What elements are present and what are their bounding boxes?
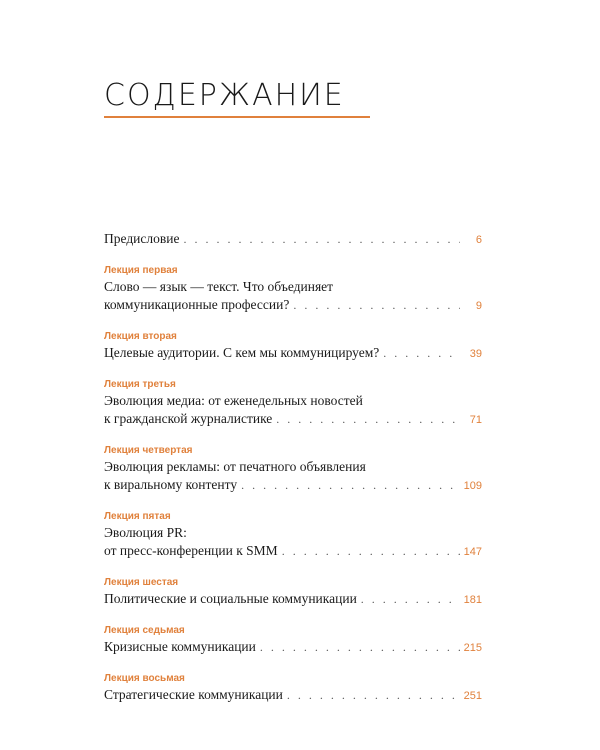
leader-dots <box>287 686 460 704</box>
toc-entry-title-line2: к виральному контенту <box>104 477 238 492</box>
toc-page-number: 251 <box>463 690 482 702</box>
toc-entry-lecture-3[interactable] <box>104 378 482 429</box>
toc-line <box>104 458 482 476</box>
toc-entry-title-line2: Кризисные коммуникации <box>104 639 256 654</box>
toc-page-number: 147 <box>463 546 482 558</box>
toc-page-number: 6 <box>475 234 482 246</box>
lecture-label: Лекция вторая <box>104 331 177 342</box>
toc-line <box>104 344 482 363</box>
toc-line <box>104 638 482 657</box>
toc-entry-title-line1: Эволюция рекламы: от печатного объявления <box>104 459 366 474</box>
lecture-label: Лекция шестая <box>104 577 179 588</box>
toc-entry-title-line2: Стратегические коммуникации <box>104 687 283 702</box>
table-of-contents <box>104 230 482 720</box>
toc-entry-title-line1: Эволюция PR: <box>104 525 187 540</box>
toc-entry-lecture-4[interactable] <box>104 444 482 495</box>
toc-line <box>104 296 482 315</box>
leader-dots <box>276 410 460 428</box>
lecture-label: Лекция первая <box>104 265 178 276</box>
leader-dots <box>383 344 460 362</box>
toc-line <box>104 278 482 296</box>
toc-line <box>104 230 482 249</box>
toc-entry-title: Предисловие <box>104 231 180 246</box>
toc-entry-lecture-7[interactable] <box>104 624 482 657</box>
lecture-label: Лекция пятая <box>104 511 171 522</box>
toc-entry-lecture-6[interactable] <box>104 576 482 609</box>
lecture-label: Лекция восьмая <box>104 673 185 684</box>
leader-dots <box>241 476 460 494</box>
toc-entry-lecture-2[interactable] <box>104 330 482 363</box>
toc-page-number: 181 <box>463 594 482 606</box>
leader-dots <box>293 296 460 314</box>
toc-entry-title-line1: Эволюция медиа: от еженедельных новостей <box>104 393 363 408</box>
toc-entry-lecture-1[interactable] <box>104 264 482 315</box>
leader-dots <box>282 542 460 560</box>
toc-page-number: 39 <box>469 348 482 360</box>
toc-line <box>104 410 482 429</box>
toc-entry-lecture-8[interactable] <box>104 672 482 705</box>
toc-line <box>104 590 482 609</box>
toc-entry-preface[interactable] <box>104 230 482 249</box>
lecture-label: Лекция седьмая <box>104 625 185 636</box>
title-underline <box>104 116 370 118</box>
toc-line <box>104 392 482 410</box>
toc-entry-title-line2: коммуникационные профессии? <box>104 297 290 312</box>
leader-dots <box>260 638 460 656</box>
toc-line <box>104 476 482 495</box>
toc-entry-title-line2: от пресс-конференции к SMM <box>104 543 278 558</box>
lecture-label: Лекция третья <box>104 379 176 390</box>
toc-page-number: 71 <box>469 414 482 426</box>
lecture-label: Лекция четвертая <box>104 445 193 456</box>
toc-page-number: 9 <box>475 300 482 312</box>
leader-dots <box>361 590 460 608</box>
toc-page-number: 109 <box>463 480 482 492</box>
toc-entry-title-line2: Политические и социальные коммуникации <box>104 591 357 606</box>
toc-entry-title-line2: Целевые аудитории. С кем мы коммуницируем? <box>104 345 380 360</box>
toc-line <box>104 524 482 542</box>
toc-line <box>104 686 482 705</box>
page-title: СОДЕРЖАНИЕ <box>104 78 345 113</box>
toc-entry-lecture-5[interactable] <box>104 510 482 561</box>
toc-entry-title-line2: к гражданской журналистике <box>104 411 273 426</box>
toc-page-number: 215 <box>463 642 482 654</box>
toc-line <box>104 542 482 561</box>
toc-entry-title-line1: Слово — язык — текст. Что объединяет <box>104 279 334 294</box>
leader-dots <box>183 230 460 248</box>
